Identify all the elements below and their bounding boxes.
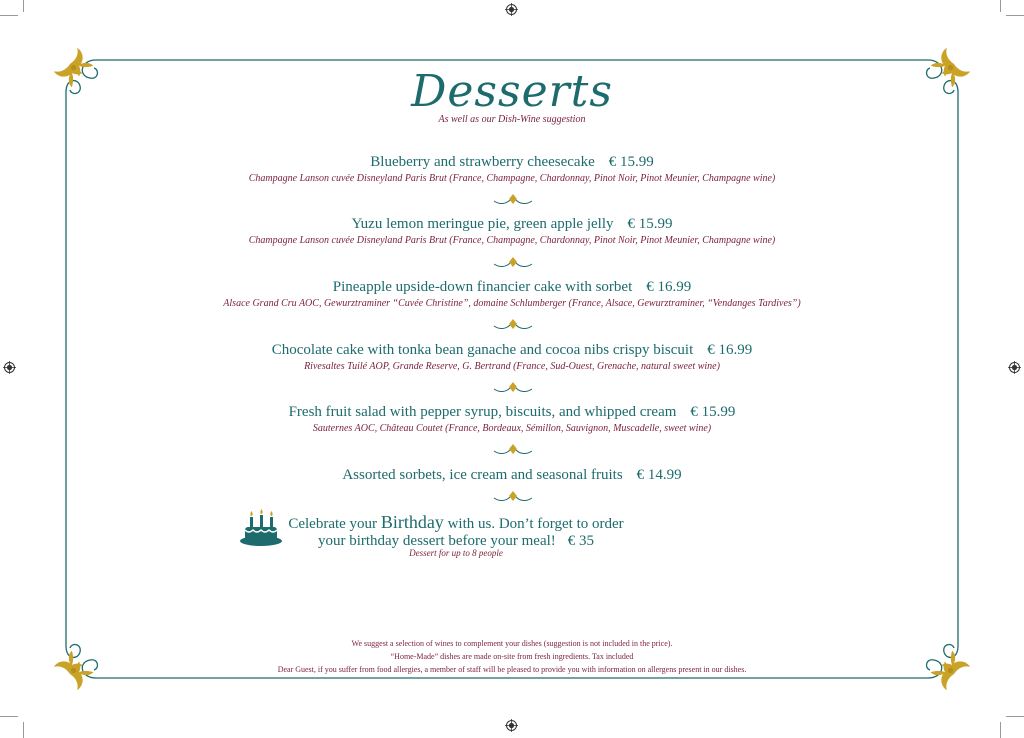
item-name: Blueberry and strawberry cheesecake bbox=[370, 154, 595, 170]
registration-mark-icon bbox=[505, 3, 518, 16]
menu-item bbox=[60, 153, 964, 186]
item-wine: Alsace Grand Cru AOC, Gewurztraminer “Cuvée Christine”, domaine Schlumberger (France, Alsace, Gewurztraminer, “Vendanges Tardives”) bbox=[223, 298, 801, 309]
birthday-prefix: Celebrate your bbox=[288, 516, 378, 532]
crop-mark bbox=[23, 722, 24, 738]
ornament-divider-icon bbox=[492, 442, 534, 456]
item-wine: Rivesaltes Tuilé AOP, Grande Reserve, G. Bertrand (France, Sud-Ouest, Grenache, natural sweet wine) bbox=[304, 361, 720, 372]
menu-subtitle: As well as our Dish-Wine suggestion bbox=[438, 114, 586, 125]
crop-mark bbox=[0, 716, 18, 717]
menu-item bbox=[60, 466, 964, 484]
item-name: Yuzu lemon meringue pie, green apple jelly bbox=[351, 216, 614, 232]
birthday-line2: your birthday dessert before your meal! bbox=[317, 533, 556, 549]
crop-mark bbox=[0, 15, 18, 16]
item-name: Fresh fruit salad with pepper syrup, biscuits, and whipped cream bbox=[288, 404, 677, 420]
ornament-divider-icon bbox=[492, 317, 534, 331]
item-wine: Sauternes AOC, Château Coutet (France, Bordeaux, Sémillon, Sauvignon, Muscadelle, sweet wine) bbox=[312, 423, 712, 434]
footer-note: We suggest a selection of wines to complement your dishes (suggestion is not included in the price). bbox=[351, 639, 673, 648]
item-price: € 16.99 bbox=[646, 279, 692, 295]
registration-mark-icon bbox=[1008, 361, 1021, 374]
menu-title: Desserts bbox=[411, 66, 613, 117]
ornament-divider-icon bbox=[492, 192, 534, 206]
registration-mark-icon bbox=[3, 361, 16, 374]
ornament-divider-icon bbox=[492, 380, 534, 394]
menu-item bbox=[60, 341, 964, 374]
menu-item bbox=[60, 403, 964, 436]
item-price: € 14.99 bbox=[636, 467, 682, 483]
menu-item bbox=[60, 215, 964, 248]
item-wine: Champagne Lanson cuvée Disneyland Paris Brut (France, Champagne, Chardonnay, Pinot Noir, Pinot Meunier, Champagne wine) bbox=[248, 173, 776, 184]
birthday-cake-icon bbox=[238, 505, 284, 549]
ornament-divider-icon bbox=[492, 255, 534, 269]
birthday-note: Dessert for up to 8 people bbox=[409, 548, 503, 558]
item-price: € 15.99 bbox=[690, 404, 736, 420]
item-wine: Champagne Lanson cuvée Disneyland Paris Brut (France, Champagne, Chardonnay, Pinot Noir, Pinot Meunier, Champagne wine) bbox=[248, 235, 776, 246]
footer-note: Dear Guest, if you suffer from food allergies, a member of staff will be pleased to provide you with information on allergens present in our dishes. bbox=[277, 665, 747, 674]
item-price: € 15.99 bbox=[627, 216, 673, 232]
item-name: Assorted sorbets, ice cream and seasonal fruits bbox=[342, 467, 623, 483]
crop-mark bbox=[1000, 722, 1001, 738]
birthday-price: € 35 bbox=[567, 533, 595, 549]
item-name: Pineapple upside-down financier cake with sorbet bbox=[332, 279, 633, 295]
registration-mark-icon bbox=[505, 719, 518, 732]
crop-mark bbox=[1006, 15, 1024, 16]
birthday-promo bbox=[286, 514, 626, 550]
birthday-suffix: with us. Don’t forget to order bbox=[447, 516, 624, 532]
crop-mark bbox=[1000, 0, 1001, 12]
item-price: € 16.99 bbox=[707, 342, 753, 358]
item-price: € 15.99 bbox=[608, 154, 654, 170]
ornament-divider-icon bbox=[492, 489, 534, 503]
crop-mark bbox=[23, 0, 24, 12]
crop-mark bbox=[1006, 716, 1024, 717]
item-name: Chocolate cake with tonka bean ganache and cocoa nibs crispy biscuit bbox=[271, 342, 694, 358]
menu-item bbox=[60, 278, 964, 311]
birthday-highlight: Birthday bbox=[380, 512, 444, 532]
footer-note: “Home-Made” dishes are made on-site from fresh ingredients. Tax included bbox=[390, 652, 634, 661]
